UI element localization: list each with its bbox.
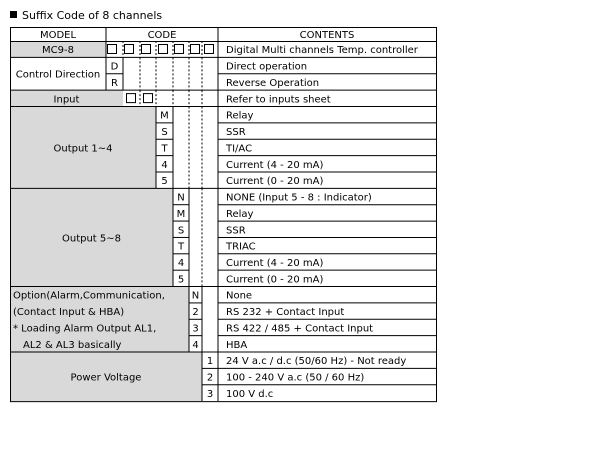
control-direction-label: Control Direction bbox=[15, 69, 101, 81]
code-letter: R bbox=[111, 77, 118, 89]
contents-cell: Relay bbox=[226, 110, 254, 122]
model-code-box bbox=[159, 45, 168, 54]
code-letter: D bbox=[110, 61, 119, 73]
contents-cell: Refer to inputs sheet bbox=[226, 94, 331, 106]
contents-cell: Current (4 - 20 mA) bbox=[226, 159, 324, 171]
code-letter: N bbox=[191, 290, 200, 302]
code-letter: 2 bbox=[206, 372, 214, 384]
input-code-box bbox=[144, 94, 153, 103]
contents-cell: Current (0 - 20 mA) bbox=[226, 176, 324, 188]
contents-cell: NONE (Input 5 - 8 : Indicator) bbox=[226, 192, 372, 204]
output-1-4-label: Output 1~4 bbox=[53, 143, 113, 155]
code-letter: T bbox=[177, 241, 185, 253]
model-code-box bbox=[142, 45, 151, 54]
section-title-text: Suffix Code of 8 channels bbox=[22, 9, 163, 22]
contents-cell: Relay bbox=[226, 208, 254, 220]
contents-cell: SSR bbox=[226, 225, 246, 237]
code-letter: S bbox=[161, 127, 168, 139]
contents-cell: Reverse Operation bbox=[226, 77, 320, 89]
contents-cell: TI/AC bbox=[226, 143, 253, 155]
model-code-box bbox=[175, 45, 184, 54]
contents-cell: SSR bbox=[226, 127, 246, 139]
model-code-box bbox=[108, 45, 117, 54]
model-code-box bbox=[205, 45, 214, 54]
code-letter: 5 bbox=[161, 176, 168, 188]
option-label-line: AL2 & AL3 basically bbox=[23, 339, 122, 351]
model-cell: MC9-8 bbox=[42, 45, 74, 57]
header-contents: CONTENTS bbox=[299, 30, 355, 41]
header-code: CODE bbox=[147, 30, 177, 41]
input-code-box bbox=[127, 94, 136, 103]
contents-cell: Direct operation bbox=[226, 61, 308, 73]
input-label: Input bbox=[53, 94, 80, 106]
code-letter: 3 bbox=[192, 323, 199, 335]
contents-cell: Current (4 - 20 mA) bbox=[226, 257, 324, 269]
contents-cell: 24 V a.c / d.c (50/60 Hz) - Not ready bbox=[226, 356, 407, 368]
option-label-line: Option(Alarm,Communication, bbox=[13, 290, 165, 302]
contents-cell: RS 232 + Contact Input bbox=[226, 307, 345, 319]
code-letter: 3 bbox=[206, 388, 214, 400]
option-label-line: * Loading Alarm Output AL1, bbox=[13, 323, 157, 335]
contents-cell: 100 V d.c bbox=[226, 388, 274, 400]
code-letter: N bbox=[177, 192, 185, 204]
code-letter: M bbox=[160, 110, 169, 122]
code-letter: 5 bbox=[177, 274, 185, 286]
code-letter: 4 bbox=[161, 159, 168, 171]
contents-cell: Current (0 - 20 mA) bbox=[226, 274, 324, 286]
code-letter: S bbox=[177, 225, 185, 237]
code-letter: 2 bbox=[192, 307, 199, 319]
code-letter: 4 bbox=[192, 339, 199, 351]
header-model: MODEL bbox=[39, 30, 77, 41]
model-code-box bbox=[191, 45, 200, 54]
code-letter: 1 bbox=[206, 356, 214, 368]
contents-cell: TRIAC bbox=[226, 241, 256, 253]
code-letter: T bbox=[161, 143, 168, 155]
output-5-8-label: Output 5~8 bbox=[61, 233, 122, 245]
contents-cell: RS 422 / 485 + Contact Input bbox=[226, 323, 374, 335]
contents-cell: None bbox=[226, 290, 253, 302]
contents-cell: HBA bbox=[226, 339, 248, 351]
code-letter: 4 bbox=[177, 257, 185, 269]
power-voltage-label: Power Voltage bbox=[70, 372, 142, 384]
model-code-box bbox=[125, 45, 134, 54]
contents-cell: Digital Multi channels Temp. controller bbox=[226, 45, 418, 57]
code-letter: M bbox=[176, 208, 186, 220]
contents-cell: 100 - 240 V a.c (50 / 60 Hz) bbox=[226, 372, 365, 384]
option-label-line: (Contact Input & HBA) bbox=[13, 307, 125, 319]
